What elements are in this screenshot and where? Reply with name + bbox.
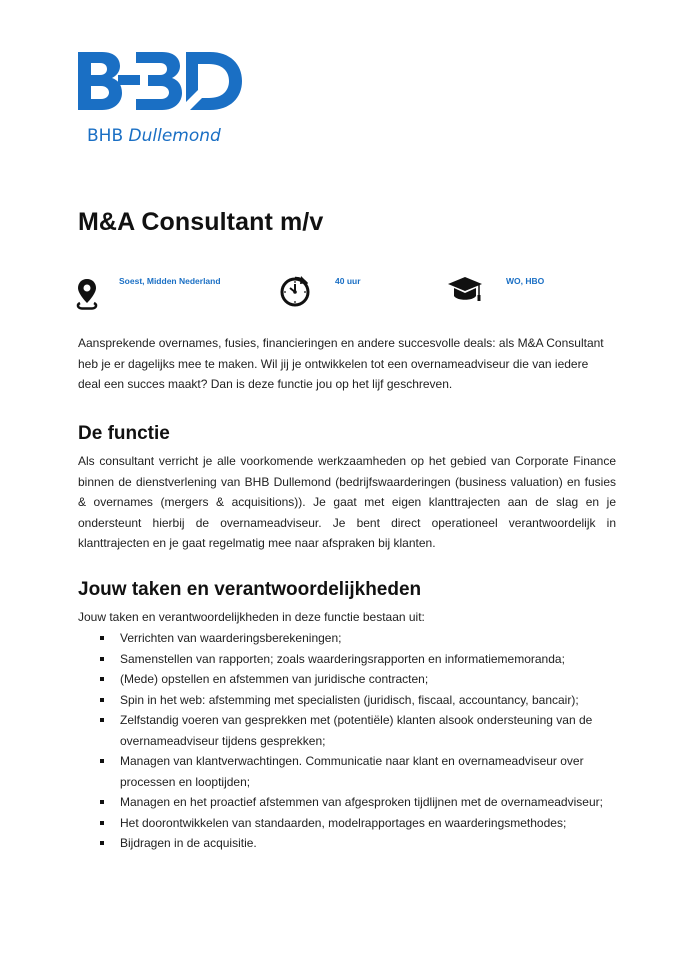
wordmark-italic: Dullemond — [128, 126, 221, 146]
bhbd-logo-mark-icon — [78, 50, 243, 112]
list-item: Managen en het proactief afstemmen van afgesproken tijdlijnen met de overnameadviseur; — [78, 792, 618, 813]
hours-text: 40 uur — [335, 276, 361, 286]
list-item: Spin in het web: afstemming met specialisten (juridisch, fiscaal, accountancy, bancair); — [78, 690, 618, 711]
list-item: Managen van klantverwachtingen. Communicatie naar klant en overnameadviseur over processen en looptijden; — [78, 751, 608, 792]
list-item: Het doorontwikkelen van standaarden, modelrapportages en waarderingsmethodes; — [78, 813, 618, 834]
bullet-icon — [100, 841, 104, 845]
bullet-icon — [100, 677, 104, 681]
location-pin-icon — [76, 278, 98, 315]
bhb-dullemond-logo — [78, 50, 243, 112]
bullet-icon — [100, 657, 104, 661]
education-text: WO, HBO — [506, 276, 545, 286]
list-item: Verrichten van waarderingsberekeningen; — [78, 628, 618, 649]
bullet-icon — [100, 821, 104, 825]
section-heading-functie: De functie — [78, 423, 170, 444]
task-list — [78, 628, 618, 854]
bullet-icon — [100, 636, 104, 640]
bullet-icon — [100, 800, 104, 804]
graduation-cap-icon — [447, 276, 485, 309]
logo-wordmark — [87, 126, 221, 146]
section-heading-taken: Jouw taken en verantwoordelijkheden — [78, 579, 422, 600]
list-item: Samenstellen van rapporten; zoals waarderingsrapporten en informatiememoranda; — [78, 649, 618, 670]
taken-intro: Jouw taken en verantwoordelijkheden in deze functie bestaan uit: — [78, 610, 425, 624]
list-item: Zelfstandig voeren van gesprekken met (potentiële) klanten alsook ondersteuning van de overnameadviseur tijdens gesprekken; — [78, 710, 608, 751]
intro-paragraph: Aansprekende overnames, fusies, financieringen en andere succesvolle deals: als M&A Consultant heb je er dagelijks mee te maken. Wil jij je ontwikkelen tot een overnameadviseur die van iedere deal een succes maakt? Dan is deze functie jou op het lijf geschreven. — [78, 336, 604, 391]
bullet-icon — [100, 698, 104, 702]
functie-paragraph: Als consultant verricht je alle voorkomende werkzaamheden op het gebied van Corporate Finance binnen de dienstverlening van BHB Dullemond (bedrijfswaarderingen (business valuation) en fusies & overnames (mergers & acquisitions)). Je gaat met eigen klanttrajecten aan de slag en je ondersteunt hierbij de overnameadviseur. Je bent direct operationeel verantwoordelijk in klanttrajecten en je gaat regelmatig mee naar afspraken bij klanten. — [78, 454, 616, 550]
bullet-icon — [100, 759, 104, 763]
list-item: Bijdragen in de acquisitie. — [78, 833, 618, 854]
clock-icon — [278, 273, 314, 314]
page-title: M&A Consultant m/v — [78, 208, 324, 236]
list-item: (Mede) opstellen en afstemmen van juridische contracten; — [78, 669, 618, 690]
wordmark-regular: BHB — [87, 126, 124, 146]
bullet-icon — [100, 718, 104, 722]
location-text: Soest, Midden Nederland — [119, 276, 221, 286]
